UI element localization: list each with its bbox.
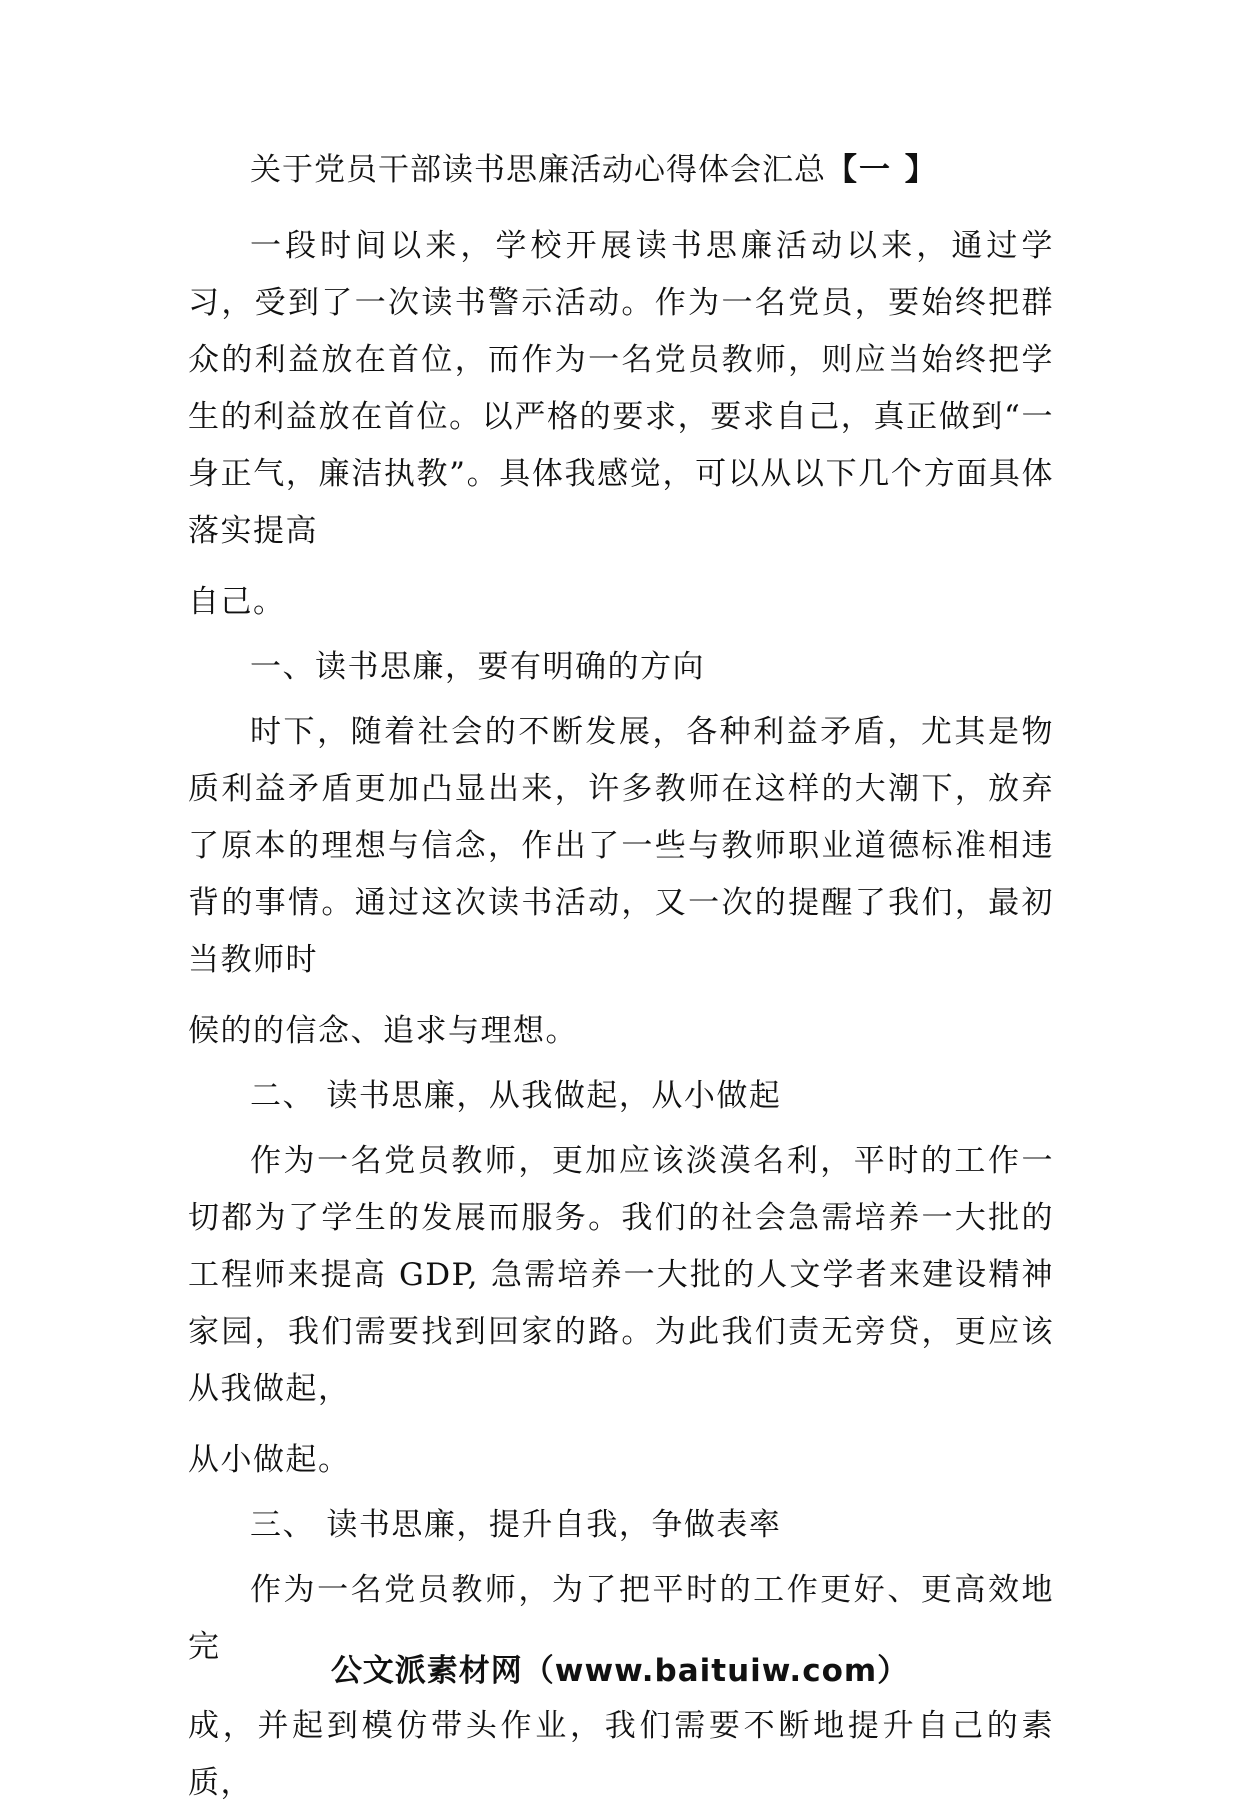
paragraph-4-tail: 成，并起到模仿带头作业，我们需要不断地提升自己的素质，: [188, 1708, 1054, 1801]
footer-watermark: 公文派素材网（www.baituiw.com）: [330, 1653, 910, 1689]
paragraph-2-text: 时下，随着社会的不断发展，各种利益矛盾，尤其是物质利益矛盾更加凸显出来，许多教师在这样的大潮下，放弃了原本的理想与信念，作出了一些与教师职业道德标准相违背的事情。通过这次读书活动，又一次的提醒了我们，最初当教师时: [188, 714, 1054, 978]
title-bracket: 【一 】: [826, 152, 938, 188]
paragraph-2: [188, 704, 1054, 1060]
paragraph-3-text: 作为一名党员教师，更加应该淡漠名利，平时的工作一切都为了学生的发展而服务。我们的社会急需培养一大批的工程师来提高 GDP, 急需培养一大批的人文学者来建设精神家园，我们需要找到回家的路。为此我们责无旁贷，更应该从我做起，: [188, 1143, 1054, 1407]
title-text: 关于党员干部读书思廉活动心得体会汇总: [250, 152, 826, 188]
paragraph-1: [188, 218, 1054, 631]
paragraph-3: [188, 1133, 1054, 1489]
paragraph-1-text: 一段时间以来，学校开展读书思廉活动以来，通过学习，受到了一次读书警示活动。作为一名党员，要始终把群众的利益放在首位，而作为一名党员教师，则应当始终把学生的利益放在首位。以严格的要求，要求自己，真正做到“一身正气，廉洁执教”。具体我感觉，可以从以下几个方面具体落实提高: [188, 228, 1054, 549]
section-heading-3: 三、 读书思廉，提升自我，争做表率: [250, 1507, 782, 1543]
document-title: [188, 150, 1054, 190]
section-heading-2: 二、 读书思廉，从我做起，从小做起: [250, 1078, 782, 1114]
paragraph-4-text: 作为一名党员教师，为了把平时的工作更好、更高效地完: [188, 1572, 1054, 1665]
paragraph-2-tail: 候的的信念、追求与理想。: [188, 1013, 578, 1049]
paragraph-3-tail: 从小做起。: [188, 1442, 351, 1478]
section-heading-1: 一、读书思廉，要有明确的方向: [250, 649, 705, 685]
paragraph-1-tail: 自己。: [188, 584, 286, 620]
document-body: [188, 150, 1054, 1812]
